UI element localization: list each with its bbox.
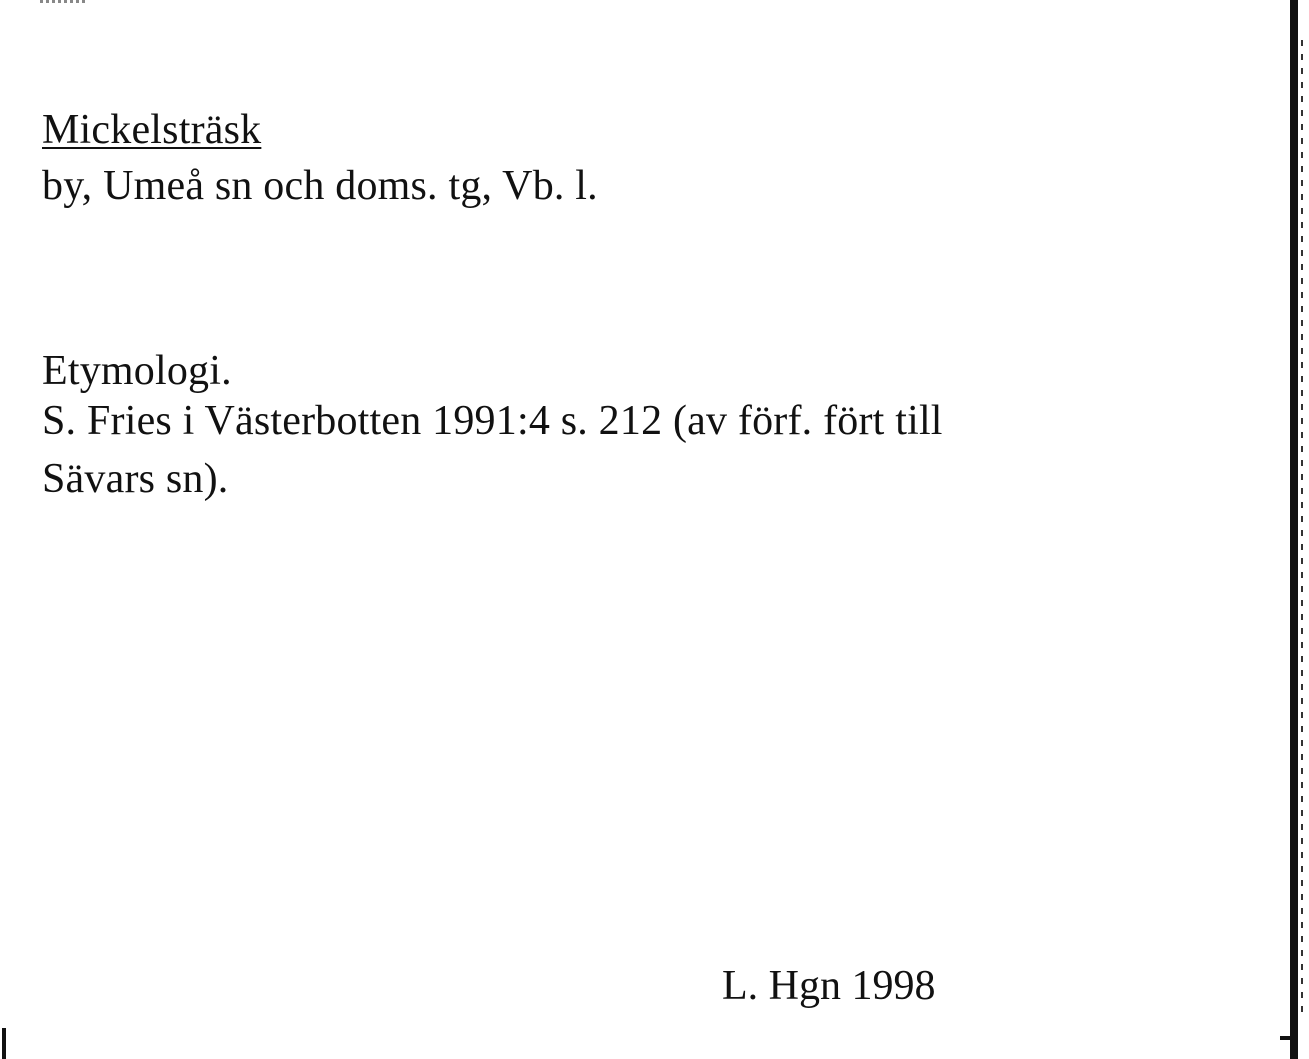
author-signature: L. Hgn 1998 bbox=[722, 963, 936, 1009]
place-name-title: Mickelsträsk bbox=[42, 107, 262, 153]
corner-mark bbox=[1280, 1036, 1298, 1040]
place-description: by, Umeå sn och doms. tg, Vb. l. bbox=[42, 163, 598, 209]
scan-edge-mark bbox=[2, 1028, 6, 1059]
etymology-reference-line-1: S. Fries i Västerbotten 1991:4 s. 212 (av förf. fört till bbox=[42, 398, 943, 444]
scan-speck bbox=[40, 0, 86, 3]
etymology-heading: Etymologi. bbox=[42, 348, 232, 394]
card-edge-shadow bbox=[1301, 40, 1303, 1020]
etymology-reference-line-2: Sävars sn). bbox=[42, 456, 229, 502]
card-right-edge bbox=[1290, 0, 1298, 1059]
